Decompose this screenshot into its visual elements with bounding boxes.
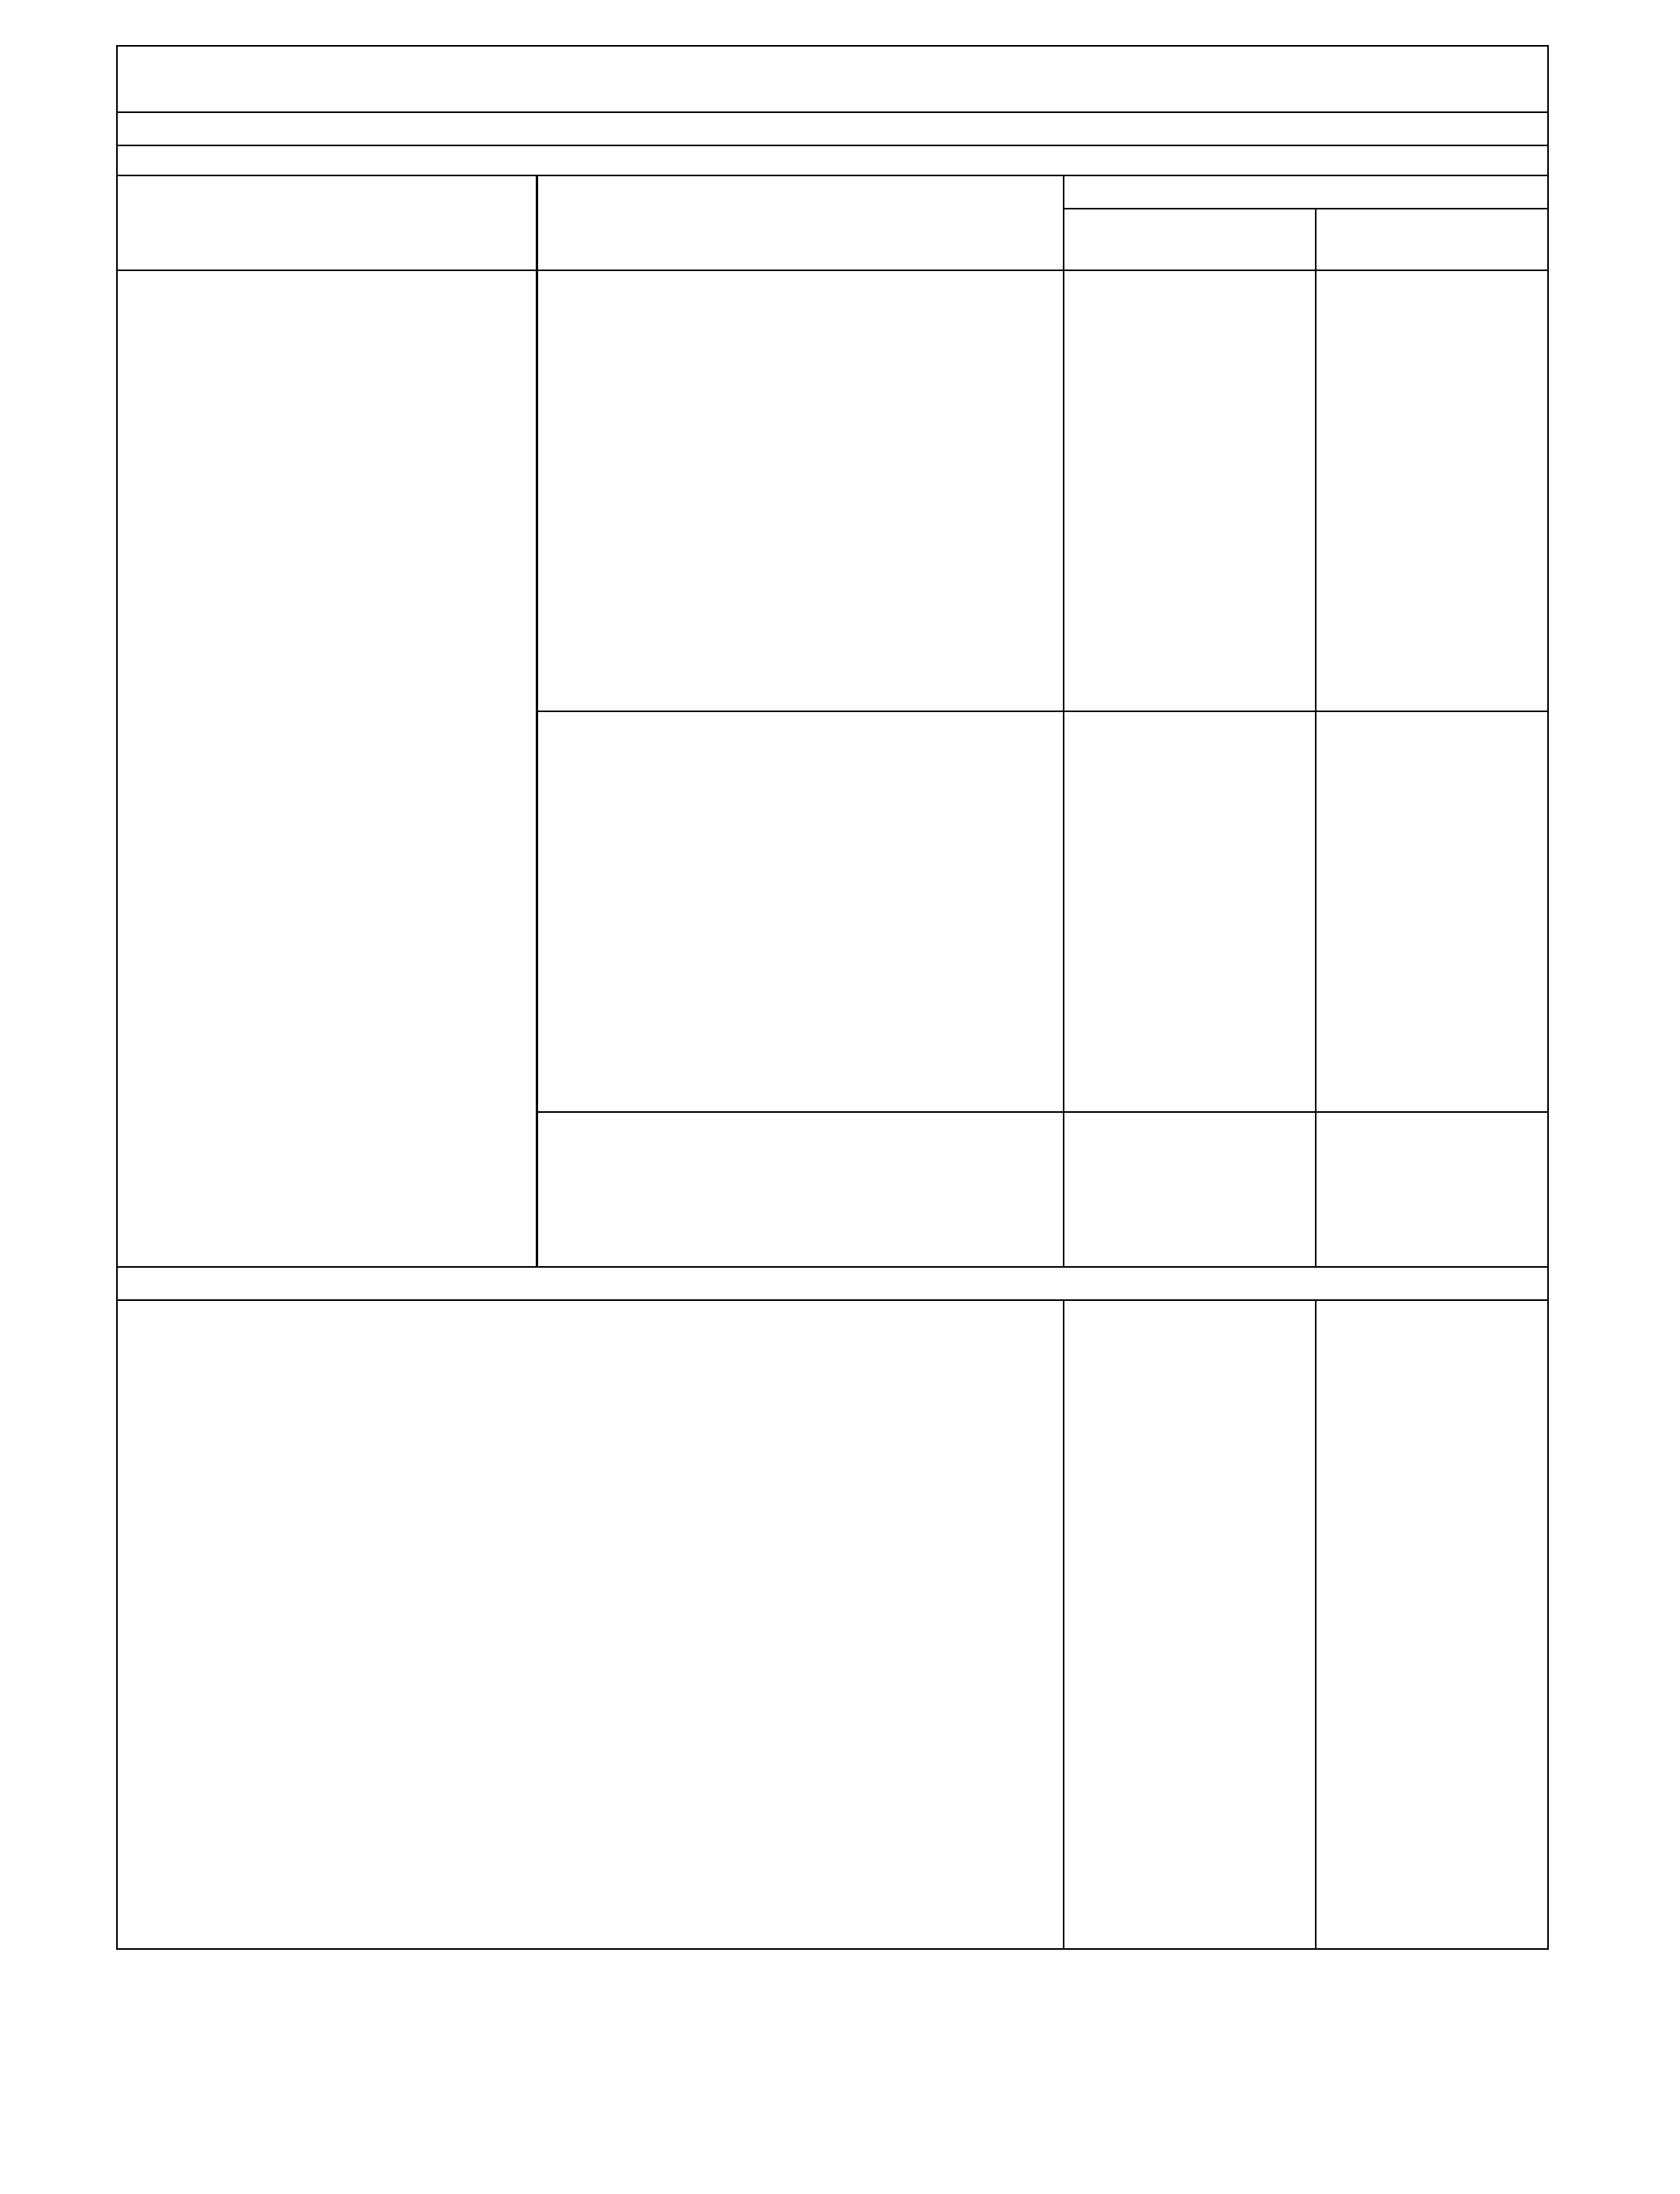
rule-after-single-heading (116, 1299, 1549, 1301)
rule-after-column-headers (116, 270, 1549, 271)
rule-after-combined-heading (116, 175, 1549, 176)
rule-single-group-divider (1315, 1299, 1317, 1950)
rule-inner-outer-divider (536, 175, 538, 1266)
rule-single-mass-divider (1063, 1299, 1064, 1950)
rule-before-boxes (536, 711, 1549, 712)
rule-before-single (116, 1266, 1549, 1268)
rule-under-mass-heading (1063, 208, 1549, 209)
rule-after-header (116, 111, 1549, 113)
rule-outer-mass-divider (1063, 175, 1064, 1266)
rule-before-jerricans (536, 1111, 1549, 1113)
rule-group-divider (1315, 208, 1317, 1266)
packing-instruction-table (116, 45, 1549, 1950)
table-border (116, 45, 1549, 1950)
rule-after-intro (116, 145, 1549, 146)
